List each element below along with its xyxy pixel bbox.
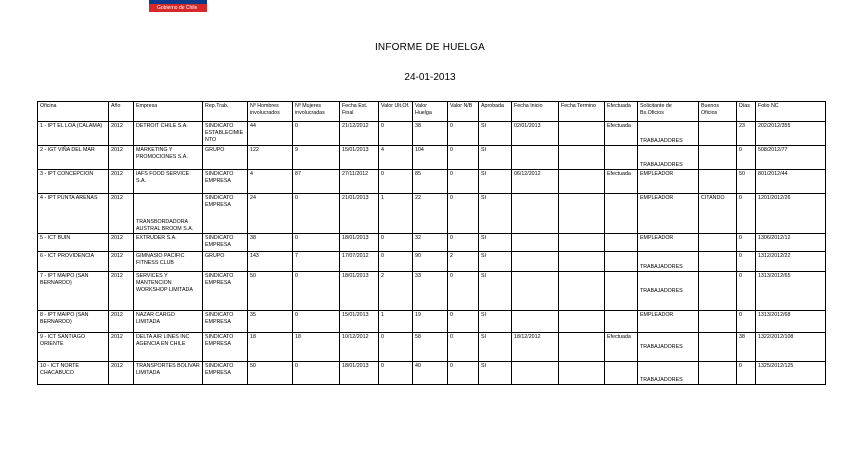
table-cell: 0	[448, 362, 479, 385]
table-cell: 4	[379, 146, 413, 170]
table-cell	[559, 311, 605, 333]
table-cell: 0	[737, 311, 756, 333]
table-cell: 1313/2012/68	[756, 311, 826, 333]
header-cell: Valor Huelga	[413, 102, 448, 122]
table-cell: NAZAR CARGO LIMITADA	[134, 311, 203, 333]
table-cell: 0	[379, 252, 413, 272]
table-cell: TRANSPORTES BOLIVAR LIMITADA	[134, 362, 203, 385]
table-cell	[699, 311, 737, 333]
table-cell	[559, 272, 605, 311]
table-cell: TRABAJADORES	[638, 362, 699, 385]
table-cell: 18/01/2013	[340, 362, 379, 385]
table-cell: EXTRUDER S.A.	[134, 234, 203, 252]
table-cell: 0	[448, 272, 479, 311]
table-cell: 27/11/2012	[340, 170, 379, 194]
table-cell: 40	[413, 362, 448, 385]
table-cell	[699, 234, 737, 252]
table-row	[38, 333, 826, 362]
table-cell	[512, 146, 559, 170]
table-cell: 2012	[109, 362, 134, 385]
table-cell: 801/2012/44	[756, 170, 826, 194]
table-cell: TRABAJADORES	[638, 272, 699, 311]
table-cell	[605, 252, 638, 272]
table-cell: DELTA AIR LINES INC AGENCIA EN CHILE	[134, 333, 203, 362]
table-cell: EMPLEADOR	[638, 170, 699, 194]
table-cell	[699, 362, 737, 385]
table-cell: 0	[448, 311, 479, 333]
table-cell: 104	[413, 146, 448, 170]
table-cell: 21/01/2013	[340, 194, 379, 234]
table-cell: 0	[293, 272, 340, 311]
table-cell: SERVICES Y MANTENCION WORKSHOP LIMITADA	[134, 272, 203, 311]
table-cell: 22	[413, 194, 448, 234]
table-cell: IAFS FOOD SERVICE S.A.	[134, 170, 203, 194]
header-cell: Fecha Termino	[559, 102, 605, 122]
header-cell: Año	[109, 102, 134, 122]
table-cell: SI	[479, 194, 512, 234]
table-cell: 18/01/2013	[340, 234, 379, 252]
table-cell: TRABAJADORES	[638, 146, 699, 170]
table-cell: GRUPO	[203, 146, 248, 170]
table-cell: 2012	[109, 146, 134, 170]
table-cell: 1 - IPT EL LOA (CALAMA)	[38, 122, 109, 146]
table-cell: 0	[293, 234, 340, 252]
table-cell: 50	[248, 362, 293, 385]
table-cell	[605, 311, 638, 333]
table-cell: 6 - ICT PROVIDENCIA	[38, 252, 109, 272]
table-cell: 0	[379, 234, 413, 252]
header-cell: Valor Ult.Of.	[379, 102, 413, 122]
table-cell: EMPLEADOR	[638, 234, 699, 252]
table-cell: SINDICATO EMPRESA	[203, 234, 248, 252]
header-cell: Rep.Trab.	[203, 102, 248, 122]
table-cell: 0	[379, 362, 413, 385]
table-cell: 9 - ICT SANTIAGO ORIENTE	[38, 333, 109, 362]
table-cell: 87	[293, 170, 340, 194]
table-cell: SI	[479, 146, 512, 170]
table-cell: 4	[248, 170, 293, 194]
table-cell	[605, 272, 638, 311]
table-cell: 15/01/2013	[340, 311, 379, 333]
table-cell: 0	[293, 311, 340, 333]
table-cell	[605, 362, 638, 385]
table-cell: 2012	[109, 122, 134, 146]
header-cell: Empresa	[134, 102, 203, 122]
header-cell: Fecha Est. Final	[340, 102, 379, 122]
table-cell: 1313/2012/65	[756, 272, 826, 311]
table-cell: TRABAJADORES	[638, 122, 699, 146]
table-cell: 19	[413, 311, 448, 333]
table-cell	[699, 170, 737, 194]
table-cell: 0	[293, 122, 340, 146]
table-cell: 23	[737, 122, 756, 146]
table-cell: GRUPO	[203, 252, 248, 272]
table-row	[38, 272, 826, 311]
table-cell: 0	[293, 362, 340, 385]
table-cell: MARKETING Y PROMOCIONES S.A.	[134, 146, 203, 170]
table-cell: 10/12/2012	[340, 333, 379, 362]
table-row	[38, 194, 826, 234]
table-cell: 5 - ICT BUIN	[38, 234, 109, 252]
table-cell	[605, 194, 638, 234]
table-cell: 15/01/2013	[340, 146, 379, 170]
table-cell: 0	[448, 333, 479, 362]
table-cell: 0	[448, 122, 479, 146]
table-cell: 1306/2012/12	[756, 234, 826, 252]
table-cell: 1	[379, 311, 413, 333]
table-cell: 58	[413, 333, 448, 362]
table-cell: 06/12/2012	[512, 170, 559, 194]
table-cell: 18/01/2013	[340, 272, 379, 311]
table-cell: 38	[248, 234, 293, 252]
table-cell: 2012	[109, 194, 134, 234]
table-cell: 0	[737, 234, 756, 252]
table-cell	[699, 146, 737, 170]
table-cell: 7 - IPT MAIPO (SAN BERNARDO)	[38, 272, 109, 311]
table-cell	[699, 122, 737, 146]
table-cell: 2012	[109, 333, 134, 362]
table-cell: 1312/2012/22	[756, 252, 826, 272]
table-cell: 202/2012/355	[756, 122, 826, 146]
table-cell	[559, 234, 605, 252]
table-cell: SINDICATO ESTABLECIMIENTO	[203, 122, 248, 146]
table-cell: 17/07/2012	[340, 252, 379, 272]
table-cell: 0	[293, 194, 340, 234]
table-cell: 2012	[109, 311, 134, 333]
government-logo	[149, 0, 207, 12]
table-header-row	[38, 102, 826, 122]
table-cell: SI	[479, 362, 512, 385]
table-row	[38, 170, 826, 194]
table-cell: 0	[737, 194, 756, 234]
table-cell: Efectuada	[605, 170, 638, 194]
table-cell: 32	[413, 234, 448, 252]
table-cell: 18	[248, 333, 293, 362]
table-row	[38, 234, 826, 252]
table-cell: SINDICATO EMPRESA	[203, 170, 248, 194]
table-cell	[605, 234, 638, 252]
table-cell: 1	[379, 194, 413, 234]
header-cell: Buenos Oficios	[699, 102, 737, 122]
table-cell	[559, 122, 605, 146]
table-cell: SI	[479, 311, 512, 333]
table-cell: SINDICATO EMPRESA	[203, 311, 248, 333]
table-cell	[559, 194, 605, 234]
table-cell: DETROIT CHILE S.A.	[134, 122, 203, 146]
table-cell: 0	[737, 252, 756, 272]
table-row	[38, 122, 826, 146]
header-cell: Valor N/B	[448, 102, 479, 122]
table-cell: 2012	[109, 234, 134, 252]
header-cell: Días	[737, 102, 756, 122]
table-cell: 0	[448, 194, 479, 234]
table-cell	[699, 333, 737, 362]
table-cell: 44	[248, 122, 293, 146]
table-cell: 1325/2012/125	[756, 362, 826, 385]
table-cell: 0	[448, 170, 479, 194]
table-cell: 0	[737, 146, 756, 170]
table-cell: 0	[737, 362, 756, 385]
header-cell: Fecha Inicio	[512, 102, 559, 122]
table-cell: SINDICATO EMPRESA	[203, 272, 248, 311]
table-cell: 0	[737, 272, 756, 311]
table-cell: 4 - IPT PUNTA ARENAS	[38, 194, 109, 234]
table-cell: SI	[479, 234, 512, 252]
table-cell: 21/12/2012	[340, 122, 379, 146]
table-cell: 02/01/2013	[512, 122, 559, 146]
table-cell	[512, 194, 559, 234]
table-cell: CITANDO	[699, 194, 737, 234]
table-cell	[512, 272, 559, 311]
header-cell: Nº Mujeres involucradas	[293, 102, 340, 122]
table-cell	[512, 362, 559, 385]
header-cell: Efectuada	[605, 102, 638, 122]
table-cell: 18	[293, 333, 340, 362]
table-cell: 10 - ICT NORTE CHACABUCO	[38, 362, 109, 385]
table-cell: 2012	[109, 272, 134, 311]
table-cell	[559, 170, 605, 194]
header-cell: Nº Hombres involucrados	[248, 102, 293, 122]
table-cell: 38	[737, 333, 756, 362]
table-cell: 7	[293, 252, 340, 272]
table-cell	[699, 252, 737, 272]
table-cell	[605, 146, 638, 170]
table-cell: SI	[479, 170, 512, 194]
table-cell: 1322/2012/108	[756, 333, 826, 362]
table-cell	[699, 272, 737, 311]
table-cell: 33	[413, 272, 448, 311]
table-cell: 50	[248, 272, 293, 311]
table-cell: TRANSBORDADORA AUSTRAL BROOM S.A.	[134, 194, 203, 234]
table-cell: 2012	[109, 170, 134, 194]
header-cell: Solicitante de Bs.Oficios	[638, 102, 699, 122]
table-cell: SI	[479, 122, 512, 146]
table-cell: 0	[448, 146, 479, 170]
table-cell: 50	[737, 170, 756, 194]
table-cell: 35	[248, 311, 293, 333]
report-date: 24-01-2013	[404, 72, 456, 83]
table-cell: 0	[379, 170, 413, 194]
table-cell: 122	[248, 146, 293, 170]
table-cell: 2	[379, 272, 413, 311]
strike-report-table	[37, 101, 826, 385]
table-cell: 2	[448, 252, 479, 272]
table-cell: SI	[479, 272, 512, 311]
table-cell: 8 - IPT MAIPO (SAN BERNARDO)	[38, 311, 109, 333]
table-cell: TRABAJADORES	[638, 252, 699, 272]
table-cell: 508/2012/77	[756, 146, 826, 170]
table-cell: SI	[479, 333, 512, 362]
table-cell: 85	[413, 170, 448, 194]
header-cell: Folio NC	[756, 102, 826, 122]
table-cell: SI	[479, 252, 512, 272]
table-cell: 9	[293, 146, 340, 170]
table-row	[38, 252, 826, 272]
table-cell	[512, 252, 559, 272]
table-cell: 0	[448, 234, 479, 252]
table-cell: 143	[248, 252, 293, 272]
header-cell: Aprobada	[479, 102, 512, 122]
table-cell: Efectuada	[605, 333, 638, 362]
table-cell: 3 - IPT CONCEPCION	[38, 170, 109, 194]
report-title: INFORME DE HUELGA	[374, 42, 486, 53]
table-cell: 2012	[109, 252, 134, 272]
table-cell	[512, 311, 559, 333]
table-cell: SINDICATO EMPRESA	[203, 362, 248, 385]
table-row	[38, 362, 826, 385]
table-cell: 24	[248, 194, 293, 234]
table-cell	[559, 146, 605, 170]
table-cell	[559, 333, 605, 362]
table-cell: SINDICATO EMPRESA	[203, 333, 248, 362]
table-cell	[559, 362, 605, 385]
table-cell: EMPLEADOR	[638, 194, 699, 234]
table-cell: TRABAJADORES	[638, 333, 699, 362]
table-cell: GIMNASIO PACIFIC FITNESS CLUB	[134, 252, 203, 272]
table-cell	[559, 252, 605, 272]
logo-text: Gobierno de Chile	[157, 5, 198, 11]
table-cell: 0	[379, 333, 413, 362]
table-row	[38, 146, 826, 170]
table-cell: 90	[413, 252, 448, 272]
table-cell: 1201/2012/26	[756, 194, 826, 234]
table-row	[38, 311, 826, 333]
table-cell: SINDICATO EMPRESA	[203, 194, 248, 234]
table-cell: EMPLEADOR	[638, 311, 699, 333]
table-cell: Efectuada	[605, 122, 638, 146]
table-cell: 0	[379, 122, 413, 146]
table-cell: 2 - IGT VIÑA DEL MAR	[38, 146, 109, 170]
table-cell: 18/12/2012	[512, 333, 559, 362]
header-cell: Oficina	[38, 102, 109, 122]
table-cell: 38	[413, 122, 448, 146]
table-cell	[512, 234, 559, 252]
